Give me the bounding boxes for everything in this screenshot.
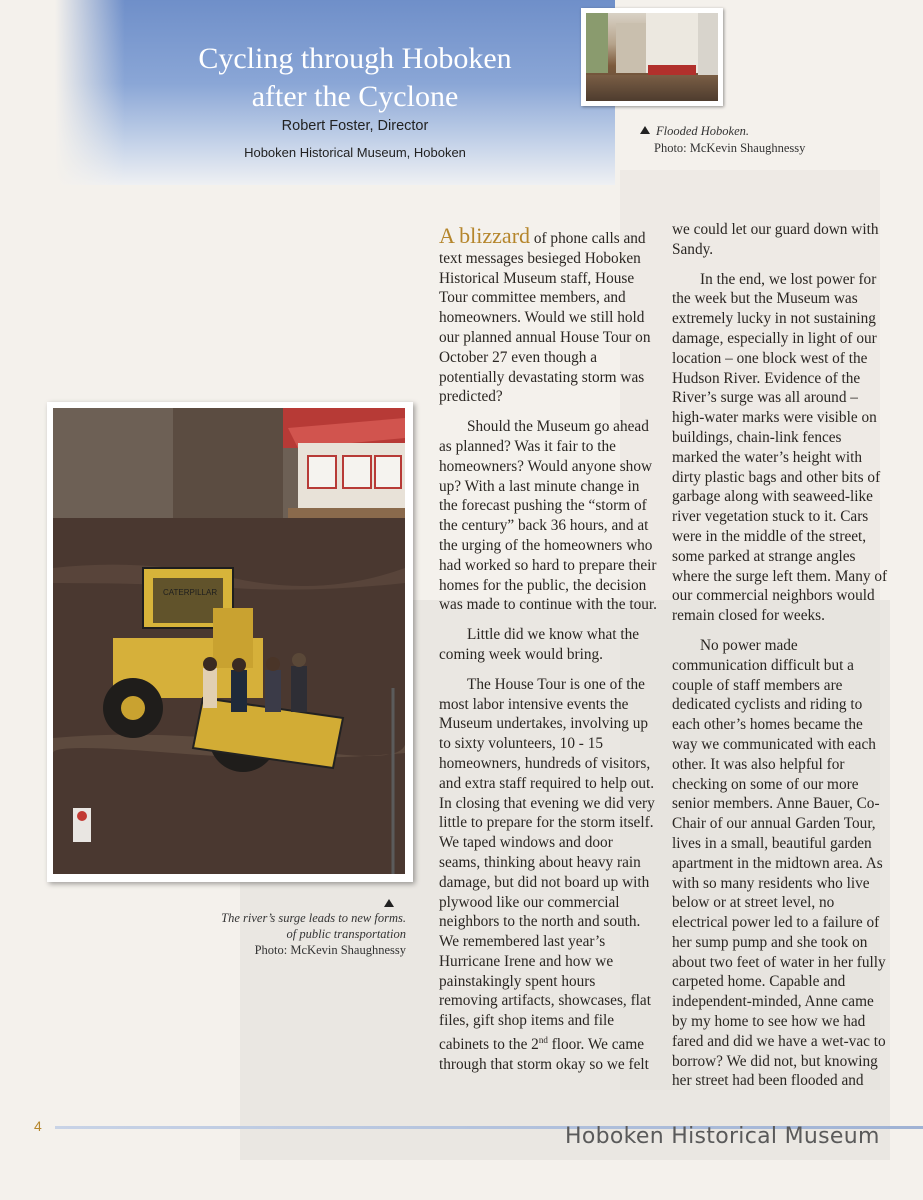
paragraph-text: The House Tour is one of the most labor intensive events the Museum undertakes, involving up to sixty volunteers, 10 - 15 homeowners, hundreds of visitors, and extra staff required to help out. In closing that evening we did very little to prepare for the storm itself. We taped windows and door seams, thinking about heavy rain damage, but did not board up with plywood like our commercial neighbors to the north and south. We remembered last year’s Hurricane Irene and how we painstakingly spent hours removing artifacts, showcases, flat files, gift shop items and file cabinets to the 2: [439, 675, 655, 1054]
main-photo-credit: Photo: McKevin Shaughnessy: [254, 943, 406, 957]
paragraph-text: of phone calls and text messages besieged Hoboken Historical Museum staff, House Tour committee members, and homeowners. Would we still hold our planned annual House Tour on October 27 even though a potentially devastating storm was predicted?: [439, 230, 651, 406]
banner-fade: [55, 0, 125, 185]
lead-word: A blizzard: [439, 223, 531, 248]
paragraph: [439, 223, 657, 407]
paragraph: we could let our guard down with Sandy.: [672, 221, 879, 258]
body-column-1: [439, 223, 657, 1075]
loader-in-flood-image: [53, 408, 405, 874]
paragraph: Should the Museum go ahead as planned? Was it fair to the homeowners? Would anyone show up? With a last minute change in the forecast pushing the “storm of the century” back 36 hours, and at the urging of the homeowners who had worked so hard to prepare their homes for the public, the decision was made to continue with the tour.: [439, 418, 657, 614]
caption-pointer-icon: [640, 126, 650, 134]
caption-pointer-icon: [384, 899, 394, 907]
main-photo-caption: [200, 896, 406, 958]
top-photo-caption-text: Flooded Hoboken.: [656, 124, 750, 138]
title-line-2: after the Cyclone: [251, 80, 459, 113]
main-caption-line-1: The river’s surge leads to new forms.: [221, 911, 406, 925]
flooded-street-image: [586, 13, 718, 101]
paragraph: No power made communication difficult but a couple of staff members are dedicated cyclists and riding to each other’s homes became the way we communicated with each other. It was also helpful for checking on some of our more senior members. Anne Bauer, Co-Chair of our annual Garden Tour, lives in a small, beautiful garden apartment in the midtown area. As with so many residents who live below or at street level, no electrical power led to a failure of her sump pump and she took on about two feet of water in her fully carpeted home. Capable and independent-minded, Anne came by my home to see how we had fared and did we have a wet-vac to borrow? We did not, but knowing her street had been flooded and: [672, 636, 886, 1090]
paragraph: In the end, we lost power for the week but the Museum was extremely lucky in not sustaining damage, especially in light of our location – one block west of the Hudson River. Evidence of the River’s surge was all around – high-water marks were visible on buildings, chain-link fences marked the water’s height with dirty plastic bags and other bits of garbage along with seaweed-like river vegetation stuck to it. Cars were in the middle of the street, some parked at strange angles where the surge left them. Many of our commercial neighbors would remain closed for weeks.: [672, 270, 888, 625]
paragraph-text: floor. We came through that storm okay so we felt: [439, 1036, 649, 1073]
superscript: nd: [538, 1035, 548, 1046]
top-photo-credit: Photo: McKevin Shaughnessy: [654, 141, 806, 155]
page-number: 4: [34, 1118, 42, 1134]
paragraph: Little did we know what the coming week would bring.: [439, 626, 640, 663]
paragraph: [439, 675, 657, 1075]
author-byline: Robert Foster, Director: [281, 118, 429, 134]
body-column-2: [672, 220, 890, 1091]
flood-scene-illustration: [53, 408, 405, 874]
loader-brand-label: CATERPILLAR: [163, 588, 218, 597]
top-photo-caption: [640, 123, 860, 157]
loader-in-flood-photo: [47, 402, 413, 882]
article-title: [170, 40, 540, 116]
publication-name: Hoboken Historical Museum: [565, 1124, 880, 1149]
title-line-1: Cycling through Hoboken: [198, 42, 512, 75]
main-caption-line-2: of public transportation: [286, 927, 406, 941]
author-affiliation: Hoboken Historical Museum, Hoboken: [244, 145, 466, 160]
flooded-street-photo: [581, 8, 723, 106]
